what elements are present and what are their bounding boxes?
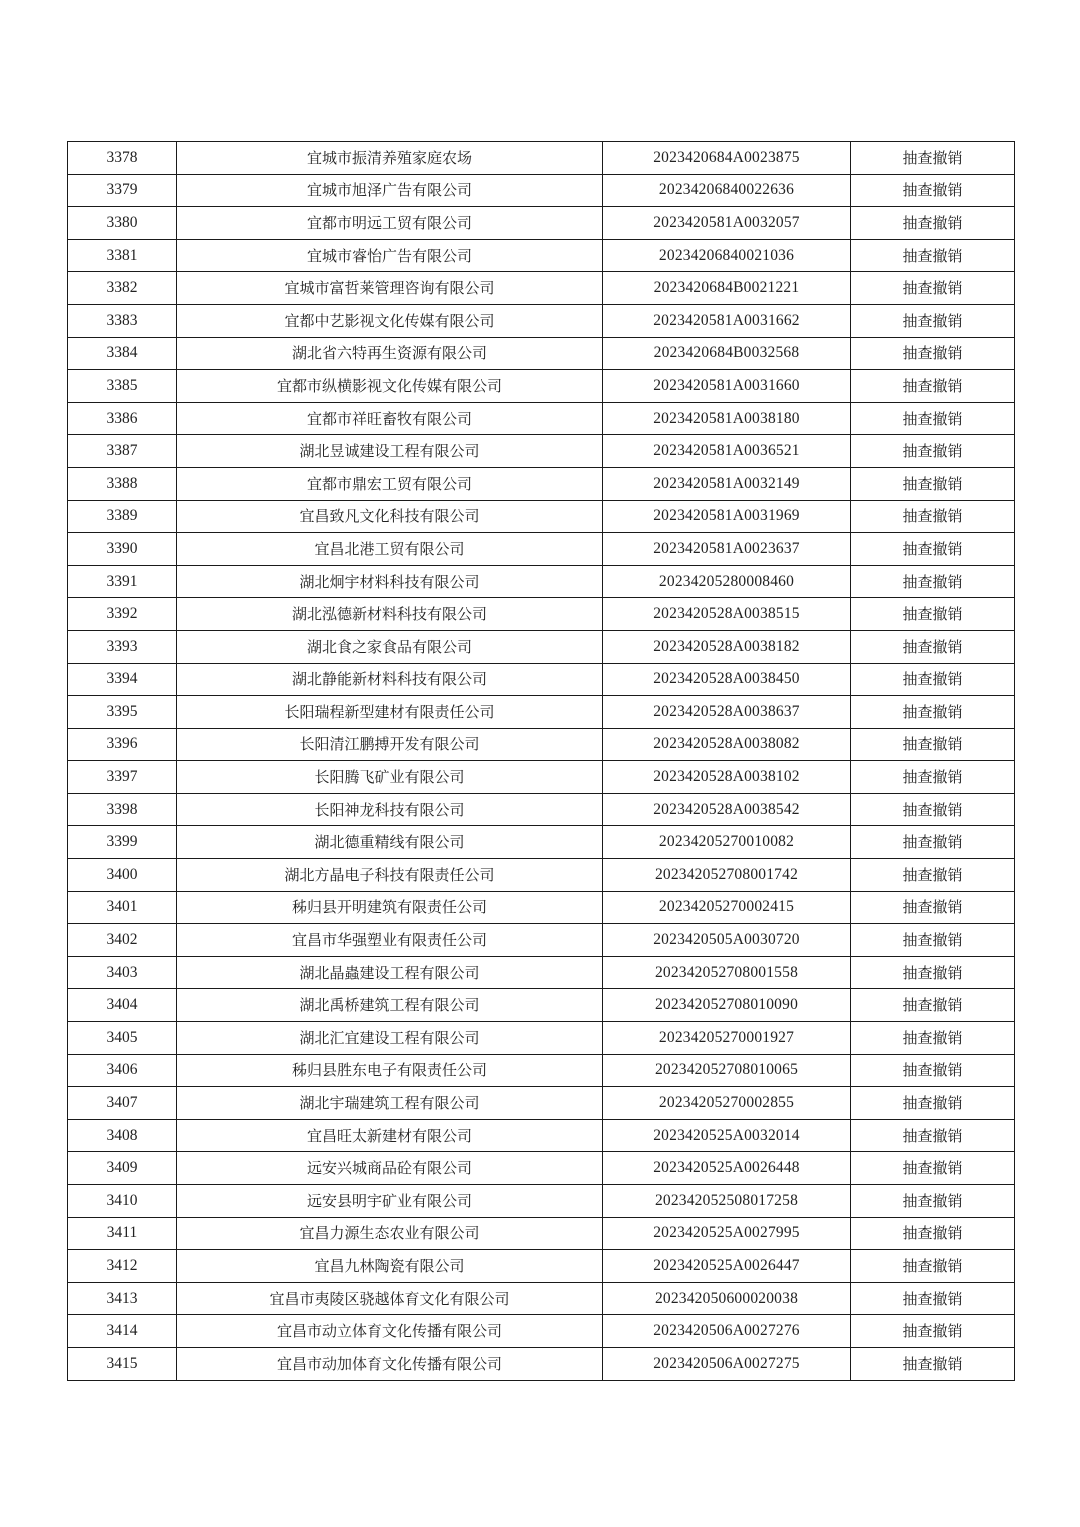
status-cell: 抽查撤销 [851,565,1015,598]
company-name-cell: 湖北省六特再生资源有限公司 [177,337,603,370]
status-cell: 抽查撤销 [851,435,1015,468]
status-cell: 抽查撤销 [851,1022,1015,1055]
company-name-cell: 宜昌北港工贸有限公司 [177,533,603,566]
registration-code-cell: 2023420684B0032568 [603,337,851,370]
status-cell: 抽查撤销 [851,859,1015,892]
registration-code-cell: 2023420528A0038102 [603,761,851,794]
status-cell: 抽查撤销 [851,239,1015,272]
row-number-cell: 3405 [68,1022,177,1055]
registration-code-cell: 2023420506A0027276 [603,1315,851,1348]
company-name-cell: 秭归县胜东电子有限责任公司 [177,1054,603,1087]
row-number-cell: 3391 [68,565,177,598]
table-row [68,1152,1015,1185]
row-number-cell: 3385 [68,370,177,403]
status-cell: 抽查撤销 [851,1087,1015,1120]
company-name-cell: 宜昌九林陶瓷有限公司 [177,1250,603,1283]
registration-code-cell: 2023420506A0027275 [603,1347,851,1380]
registration-code-cell: 2023420528A0038515 [603,598,851,631]
table-row [68,500,1015,533]
company-name-cell: 湖北泓德新材料科技有限公司 [177,598,603,631]
company-name-cell: 湖北静能新材料科技有限公司 [177,663,603,696]
company-name-cell: 长阳腾飞矿业有限公司 [177,761,603,794]
row-number-cell: 3411 [68,1217,177,1250]
status-cell: 抽查撤销 [851,370,1015,403]
registration-code-cell: 2023420581A0038180 [603,402,851,435]
table-row [68,924,1015,957]
table-row [68,1185,1015,1218]
table-row [68,207,1015,240]
row-number-cell: 3414 [68,1315,177,1348]
status-cell: 抽查撤销 [851,1054,1015,1087]
row-number-cell: 3404 [68,989,177,1022]
status-cell: 抽查撤销 [851,467,1015,500]
row-number-cell: 3412 [68,1250,177,1283]
table-row [68,1282,1015,1315]
status-cell: 抽查撤销 [851,272,1015,305]
registration-code-cell: 2023420525A0026448 [603,1152,851,1185]
row-number-cell: 3384 [68,337,177,370]
status-cell: 抽查撤销 [851,1152,1015,1185]
company-name-cell: 长阳清江鹏搏开发有限公司 [177,728,603,761]
row-number-cell: 3395 [68,696,177,729]
row-number-cell: 3392 [68,598,177,631]
company-name-cell: 湖北晶蟲建设工程有限公司 [177,956,603,989]
status-cell: 抽查撤销 [851,1282,1015,1315]
company-name-cell: 湖北禹桥建筑工程有限公司 [177,989,603,1022]
company-name-cell: 湖北炯宇材料科技有限公司 [177,565,603,598]
row-number-cell: 3397 [68,761,177,794]
table-row [68,402,1015,435]
company-name-cell: 宜城市睿怡广告有限公司 [177,239,603,272]
registration-code-cell: 20234205270002855 [603,1087,851,1120]
row-number-cell: 3379 [68,174,177,207]
status-cell: 抽查撤销 [851,337,1015,370]
registration-code-cell: 2023420581A0031662 [603,304,851,337]
status-cell: 抽查撤销 [851,1185,1015,1218]
row-number-cell: 3396 [68,728,177,761]
registration-code-cell: 2023420684A0023875 [603,142,851,175]
company-name-cell: 长阳瑞程新型建材有限责任公司 [177,696,603,729]
company-name-cell: 宜昌市华强塑业有限责任公司 [177,924,603,957]
status-cell: 抽查撤销 [851,1347,1015,1380]
registration-code-cell: 2023420528A0038637 [603,696,851,729]
table-row [68,1087,1015,1120]
company-name-cell: 湖北食之家食品有限公司 [177,630,603,663]
company-name-cell: 宜城市旭泽广告有限公司 [177,174,603,207]
status-cell: 抽查撤销 [851,924,1015,957]
table-row [68,272,1015,305]
row-number-cell: 3386 [68,402,177,435]
table-row [68,728,1015,761]
company-name-cell: 远安兴城商品砼有限公司 [177,1152,603,1185]
status-cell: 抽查撤销 [851,1315,1015,1348]
record-table-body [68,142,1015,1381]
status-cell: 抽查撤销 [851,630,1015,663]
status-cell: 抽查撤销 [851,761,1015,794]
company-name-cell: 秭归县开明建筑有限责任公司 [177,891,603,924]
registration-code-cell: 2023420581A0036521 [603,435,851,468]
registration-code-cell: 2023420525A0032014 [603,1119,851,1152]
company-name-cell: 宜都市鼎宏工贸有限公司 [177,467,603,500]
registration-code-cell: 20234206840022636 [603,174,851,207]
registration-code-cell: 202342052508017258 [603,1185,851,1218]
registration-code-cell: 20234205270010082 [603,826,851,859]
table-row [68,467,1015,500]
status-cell: 抽查撤销 [851,174,1015,207]
status-cell: 抽查撤销 [851,1250,1015,1283]
company-name-cell: 宜昌力源生态农业有限公司 [177,1217,603,1250]
status-cell: 抽查撤销 [851,793,1015,826]
table-row [68,304,1015,337]
registration-code-cell: 2023420684B0021221 [603,272,851,305]
row-number-cell: 3380 [68,207,177,240]
row-number-cell: 3383 [68,304,177,337]
status-cell: 抽查撤销 [851,826,1015,859]
registration-code-cell: 2023420528A0038450 [603,663,851,696]
registration-code-cell: 202342052708001558 [603,956,851,989]
registration-code-cell: 202342050600020038 [603,1282,851,1315]
company-name-cell: 宜城市振清养殖家庭农场 [177,142,603,175]
registration-code-cell: 2023420528A0038082 [603,728,851,761]
company-name-cell: 湖北德重精线有限公司 [177,826,603,859]
company-name-cell: 宜昌市动立体育文化传播有限公司 [177,1315,603,1348]
table-row [68,598,1015,631]
company-name-cell: 湖北昱诚建设工程有限公司 [177,435,603,468]
row-number-cell: 3415 [68,1347,177,1380]
status-cell: 抽查撤销 [851,598,1015,631]
company-name-cell: 宜昌致凡文化科技有限公司 [177,500,603,533]
company-name-cell: 宜都中艺影视文化传媒有限公司 [177,304,603,337]
table-row [68,174,1015,207]
table-row [68,696,1015,729]
table-row [68,891,1015,924]
row-number-cell: 3407 [68,1087,177,1120]
status-cell: 抽查撤销 [851,500,1015,533]
registration-code-cell: 2023420528A0038182 [603,630,851,663]
row-number-cell: 3390 [68,533,177,566]
registration-code-cell: 20234205280008460 [603,565,851,598]
table-row [68,435,1015,468]
status-cell: 抽查撤销 [851,956,1015,989]
table-row [68,1119,1015,1152]
row-number-cell: 3393 [68,630,177,663]
row-number-cell: 3381 [68,239,177,272]
row-number-cell: 3389 [68,500,177,533]
company-name-cell: 宜都市明远工贸有限公司 [177,207,603,240]
registration-code-cell: 2023420528A0038542 [603,793,851,826]
table-row [68,630,1015,663]
row-number-cell: 3388 [68,467,177,500]
table-row [68,1217,1015,1250]
company-name-cell: 湖北汇宜建设工程有限公司 [177,1022,603,1055]
status-cell: 抽查撤销 [851,1119,1015,1152]
row-number-cell: 3398 [68,793,177,826]
table-row [68,859,1015,892]
company-name-cell: 宜昌市动加体育文化传播有限公司 [177,1347,603,1380]
company-name-cell: 宜都市祥旺畜牧有限公司 [177,402,603,435]
table-row [68,1347,1015,1380]
registration-code-cell: 2023420581A0032149 [603,467,851,500]
table-row [68,663,1015,696]
table-row [68,1315,1015,1348]
record-table [67,141,1015,1381]
registration-code-cell: 20234205270002415 [603,891,851,924]
registration-code-cell: 2023420525A0027995 [603,1217,851,1250]
status-cell: 抽查撤销 [851,663,1015,696]
status-cell: 抽查撤销 [851,304,1015,337]
row-number-cell: 3413 [68,1282,177,1315]
table-row [68,142,1015,175]
row-number-cell: 3394 [68,663,177,696]
table-row [68,761,1015,794]
row-number-cell: 3408 [68,1119,177,1152]
table-row [68,1022,1015,1055]
row-number-cell: 3406 [68,1054,177,1087]
company-name-cell: 宜昌旺太新建材有限公司 [177,1119,603,1152]
status-cell: 抽查撤销 [851,207,1015,240]
status-cell: 抽查撤销 [851,696,1015,729]
row-number-cell: 3410 [68,1185,177,1218]
company-name-cell: 长阳神龙科技有限公司 [177,793,603,826]
row-number-cell: 3387 [68,435,177,468]
company-name-cell: 湖北方晶电子科技有限责任公司 [177,859,603,892]
registration-code-cell: 202342052708010065 [603,1054,851,1087]
row-number-cell: 3409 [68,1152,177,1185]
status-cell: 抽查撤销 [851,728,1015,761]
registration-code-cell: 2023420581A0031969 [603,500,851,533]
table-row [68,370,1015,403]
row-number-cell: 3378 [68,142,177,175]
status-cell: 抽查撤销 [851,891,1015,924]
row-number-cell: 3403 [68,956,177,989]
status-cell: 抽查撤销 [851,989,1015,1022]
company-name-cell: 远安县明宇矿业有限公司 [177,1185,603,1218]
registration-code-cell: 2023420525A0026447 [603,1250,851,1283]
company-name-cell: 湖北宇瑞建筑工程有限公司 [177,1087,603,1120]
status-cell: 抽查撤销 [851,1217,1015,1250]
status-cell: 抽查撤销 [851,533,1015,566]
registration-code-cell: 2023420581A0023637 [603,533,851,566]
row-number-cell: 3402 [68,924,177,957]
company-name-cell: 宜城市富哲莱管理咨询有限公司 [177,272,603,305]
registration-code-cell: 202342052708001742 [603,859,851,892]
row-number-cell: 3400 [68,859,177,892]
company-name-cell: 宜昌市夷陵区骁越体育文化有限公司 [177,1282,603,1315]
registration-code-cell: 20234206840021036 [603,239,851,272]
row-number-cell: 3382 [68,272,177,305]
registration-code-cell: 2023420505A0030720 [603,924,851,957]
table-row [68,793,1015,826]
registration-code-cell: 2023420581A0032057 [603,207,851,240]
status-cell: 抽查撤销 [851,402,1015,435]
table-row [68,337,1015,370]
registration-code-cell: 2023420581A0031660 [603,370,851,403]
company-name-cell: 宜都市纵横影视文化传媒有限公司 [177,370,603,403]
table-row [68,956,1015,989]
status-cell: 抽查撤销 [851,142,1015,175]
table-row [68,826,1015,859]
registration-code-cell: 202342052708010090 [603,989,851,1022]
table-row [68,239,1015,272]
table-row [68,533,1015,566]
row-number-cell: 3401 [68,891,177,924]
table-row [68,1250,1015,1283]
table-row [68,565,1015,598]
table-row [68,1054,1015,1087]
row-number-cell: 3399 [68,826,177,859]
registration-code-cell: 20234205270001927 [603,1022,851,1055]
table-row [68,989,1015,1022]
